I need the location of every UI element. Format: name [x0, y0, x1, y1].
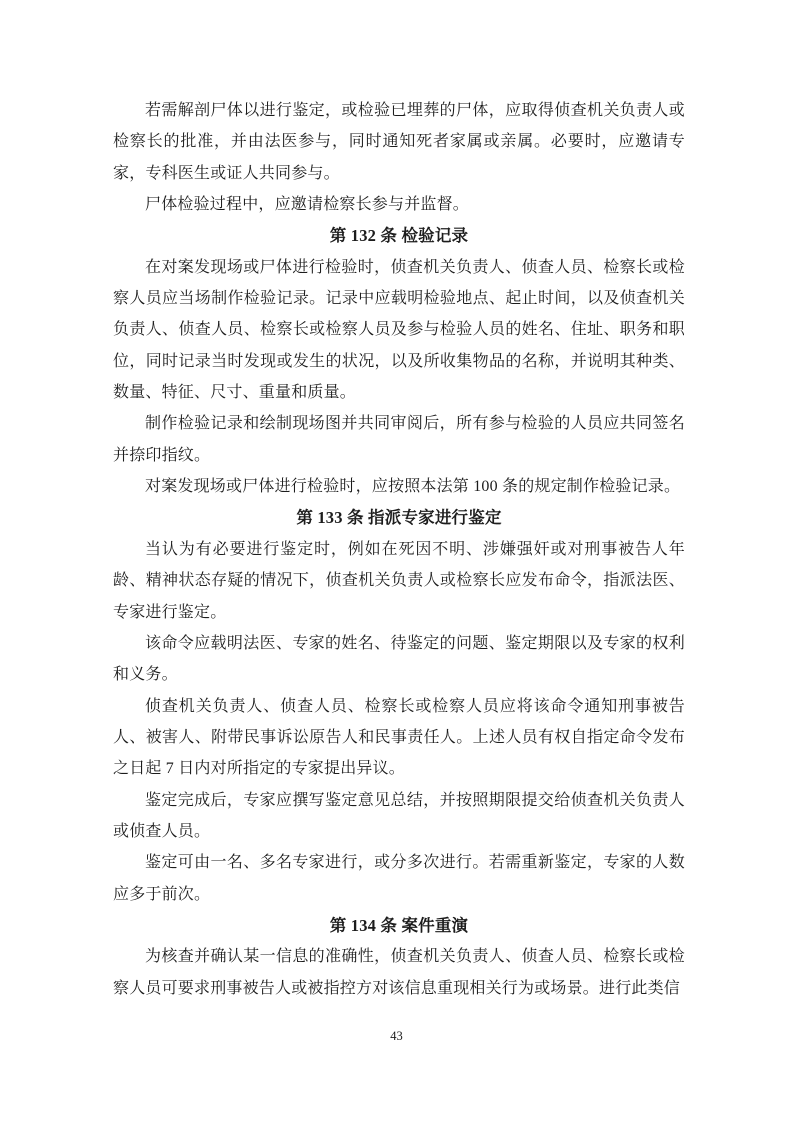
paragraph: 该命令应载明法医、专家的姓名、待鉴定的问题、鉴定期限以及专家的权利和义务。	[113, 634, 685, 684]
paragraph: 对案发现场或尸体进行检验时，应按照本法第 100 条的规定制作检验记录。	[145, 478, 681, 496]
paragraph: 当认为有必要进行鉴定时，例如在死因不明、涉嫌强奸或对刑事被告人年龄、精神状态存疑的情况下，侦查机关负责人或检察长应发布命令，指派法医、专家进行鉴定。	[113, 540, 685, 621]
paragraph: 制作检验记录和绘制现场图并共同审阅后，所有参与检验的人员应共同签名并捺印指纹。	[113, 415, 685, 464]
paragraph: 为核查并确认某一信息的准确性，侦查机关负责人、侦查人员、检察长或检察人员可要求刑事被告人或被指控方对该信息重现相关行为或场景。进行此类信	[113, 948, 685, 997]
article-134-heading: 第 134 条 案件重演	[329, 915, 469, 935]
paragraph: 鉴定可由一名、多名专家进行，或分多次进行。若需重新鉴定，专家的人数应多于前次。	[113, 854, 685, 903]
paragraph: 若需解剖尸体以进行鉴定，或检验已埋葬的尸体，应取得侦查机关负责人或检察长的批准，并由法医参与，同时通知死者家属或亲属。必要时，应邀请专家，专科医生或证人共同参与。	[113, 102, 685, 182]
paragraph: 侦查机关负责人、侦查人员、检察长或检察人员应将该命令通知刑事被告人、被害人、附带民事诉讼原告人和民事责任人。上述人员有权自指定命令发布之日起 7 日内对所指定的专家提出异议。	[113, 697, 685, 778]
paragraph: 在对案发现场或尸体进行检验时，侦查机关负责人、侦查人员、检察长或检察人员应当场制作检验记录。记录中应载明检验地点、起止时间，以及侦查机关负责人、侦查人员、检察长或检察人员及参与检验人员的姓名、住址、职务和职位，同时记录当时发现或发生的状况，以及所收集物品的名称，并说明其种类、数量、特征、尺寸、重量和质量。	[113, 258, 685, 402]
paragraph: 尸体检验过程中，应邀请检察长参与并监督。	[145, 196, 470, 214]
document-body	[113, 95, 685, 1004]
article-132-heading: 第 132 条 检验记录	[329, 226, 469, 246]
page-number: 43	[390, 1029, 403, 1043]
article-133-heading: 第 133 条 指派专家进行鉴定	[296, 508, 502, 528]
paragraph: 鉴定完成后，专家应撰写鉴定意见总结，并按照期限提交给侦查机关负责人或侦查人员。	[113, 791, 685, 840]
